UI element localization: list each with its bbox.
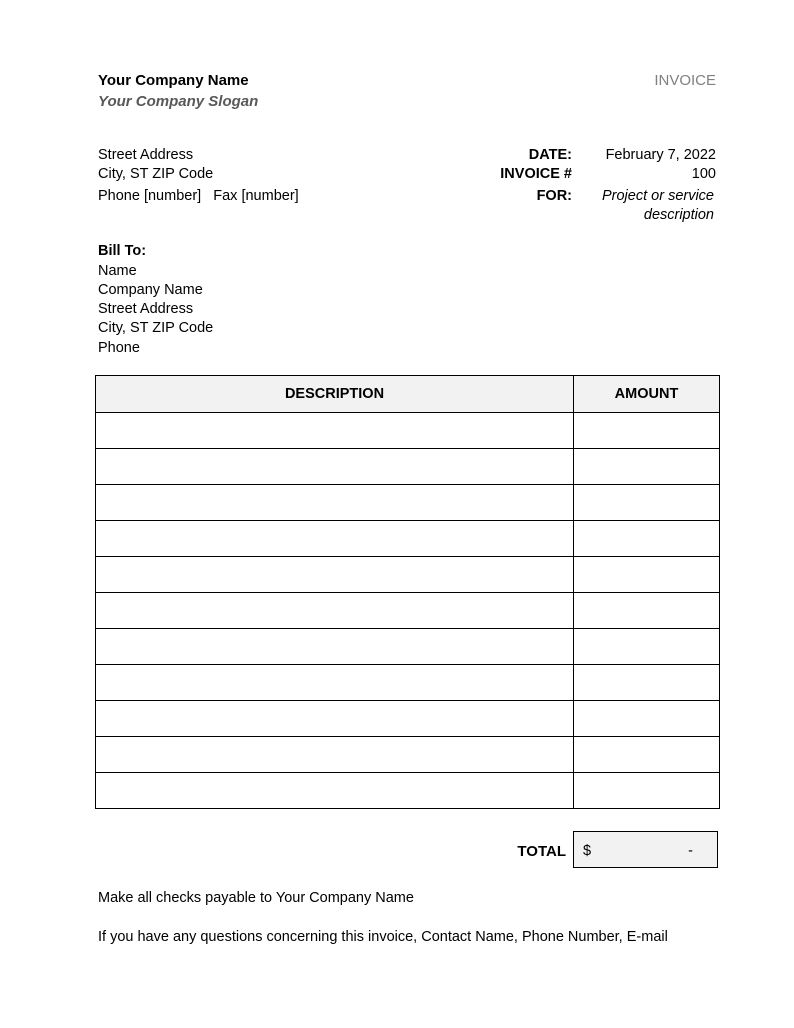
company-city: City, ST ZIP Code <box>98 166 214 182</box>
description-cell[interactable] <box>96 485 574 521</box>
amount-header: AMOUNT <box>574 376 720 413</box>
company-phone-fax: Phone [number] Fax [number] <box>98 188 299 204</box>
table-row <box>96 701 720 737</box>
amount-cell[interactable] <box>574 557 720 593</box>
table-row <box>96 449 720 485</box>
bill-to-heading: Bill To: <box>98 243 147 259</box>
description-cell[interactable] <box>96 557 574 593</box>
date-label: DATE: <box>528 147 572 163</box>
table-row <box>96 521 720 557</box>
table-row <box>96 485 720 521</box>
table-row <box>96 413 720 449</box>
table-row <box>96 593 720 629</box>
table-row <box>96 629 720 665</box>
amount-cell[interactable] <box>574 737 720 773</box>
total-label: TOTAL <box>517 843 566 860</box>
invoice-title: INVOICE <box>654 72 716 89</box>
table-row <box>96 737 720 773</box>
for-value-line1: Project or service <box>601 188 714 204</box>
description-cell[interactable] <box>96 737 574 773</box>
company-slogan: Your Company Slogan <box>98 93 259 110</box>
bill-to-company: Company Name <box>98 282 203 298</box>
bill-to-phone: Phone <box>98 340 140 356</box>
amount-cell[interactable] <box>574 449 720 485</box>
bill-to-city: City, ST ZIP Code <box>98 320 214 336</box>
total-currency: $ <box>583 843 592 859</box>
amount-cell[interactable] <box>574 665 720 701</box>
amount-cell[interactable] <box>574 629 720 665</box>
description-cell[interactable] <box>96 773 574 809</box>
description-cell[interactable] <box>96 521 574 557</box>
description-cell[interactable] <box>96 701 574 737</box>
table-header-row <box>96 376 720 413</box>
description-header: DESCRIPTION <box>96 376 574 413</box>
amount-cell[interactable] <box>574 485 720 521</box>
description-cell[interactable] <box>96 665 574 701</box>
description-cell[interactable] <box>96 449 574 485</box>
amount-cell[interactable] <box>574 413 720 449</box>
total-value: - <box>688 843 693 859</box>
company-name: Your Company Name <box>98 72 249 89</box>
bill-to-street: Street Address <box>98 301 194 317</box>
description-cell[interactable] <box>96 629 574 665</box>
amount-cell[interactable] <box>574 593 720 629</box>
bill-to-name: Name <box>98 263 137 279</box>
table-row <box>96 557 720 593</box>
for-label: FOR: <box>536 188 572 204</box>
company-street: Street Address <box>98 147 194 163</box>
amount-cell[interactable] <box>574 521 720 557</box>
invoice-number-label: INVOICE # <box>500 166 572 182</box>
for-value-line2: description <box>643 207 714 223</box>
table-row <box>96 773 720 809</box>
amount-cell[interactable] <box>574 701 720 737</box>
invoice-number-value: 100 <box>691 166 716 182</box>
amount-cell[interactable] <box>574 773 720 809</box>
checks-payable-note: Make all checks payable to Your Company Name <box>98 890 414 906</box>
line-items-table <box>95 375 720 809</box>
total-box <box>573 831 718 868</box>
date-value: February 7, 2022 <box>605 147 716 163</box>
description-cell[interactable] <box>96 413 574 449</box>
table-row <box>96 665 720 701</box>
questions-contact-note: If you have any questions concerning this invoice, Contact Name, Phone Number, E-mail <box>98 929 668 945</box>
description-cell[interactable] <box>96 593 574 629</box>
